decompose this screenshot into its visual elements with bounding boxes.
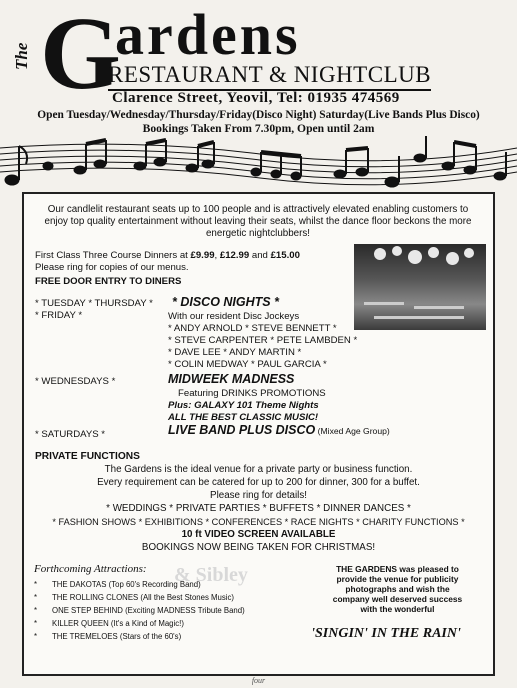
dj-line-4: * COLIN MEDWAY * PAUL GARCIA * (168, 359, 327, 370)
live-band-title: LIVE BAND PLUS DISCO (168, 423, 316, 437)
private-line-5: * FASHION SHOWS * EXHIBITIONS * CONFERENCES * RACE NIGHTS * CHARITY FUNCTIONS * (52, 517, 465, 527)
masthead-address: Clarence Street, Yeovil, Tel: 01935 474569 (112, 90, 400, 106)
attraction-item: * KILLER QUEEN (It's a Kind of Magic!) (34, 619, 184, 628)
private-line-3: Please ring for details! (210, 490, 307, 501)
dinner-prices: First Class Three Course Dinners at £9.99, £12.99 and £15.00 (35, 250, 300, 261)
show-title: 'SINGIN' IN THE RAIN' (311, 626, 461, 641)
dj-line-2: * STEVE CARPENTER * PETE LAMBDEN * (168, 335, 358, 346)
publicity-note: THE GARDENS was pleased to provide the venue for publicity photographs and wish the company well deserved success with the wonderful (332, 564, 463, 614)
attractions-title: Forthcoming Attractions: (34, 563, 147, 575)
private-functions-title: PRIVATE FUNCTIONS (35, 451, 140, 462)
private-line-2: Every requirement can be catered for up to 200 for dinner, 300 for a buffet. (97, 477, 420, 488)
attraction-item: * THE TREMELOES (Stars of the 60's) (34, 632, 182, 641)
midweek-classic: ALL THE BEST CLASSIC MUSIC! (168, 412, 319, 423)
live-band-subtitle: (Mixed Age Group) (315, 426, 390, 436)
christmas-bookings: BOOKINGS NOW BEING TAKEN FOR CHRISTMAS! (141, 542, 376, 553)
day-friday: * FRIDAY * (35, 310, 83, 321)
club-interior-photo (354, 244, 486, 330)
midweek-drinks: Featuring DRINKS PROMOTIONS (178, 388, 326, 399)
masthead-subtitle: RESTAURANT & NIGHTCLUB (108, 62, 431, 91)
ghost-watermark-text: & Sibley (174, 564, 248, 586)
content-box (22, 192, 495, 676)
midweek-title: MIDWEEK MADNESS (168, 372, 295, 386)
private-line-1: The Gardens is the ideal venue for a private party or business function. (104, 464, 413, 475)
attraction-item: * THE ROLLING CLONES (All the Best Stones Music) (34, 593, 234, 602)
disco-nights-title: * DISCO NIGHTS * (172, 295, 279, 309)
day-saturdays: * SATURDAYS * (35, 429, 106, 440)
booking-hours: Bookings Taken From 7.30pm, Open until 2am (142, 122, 375, 135)
intro-paragraph: Our candlelit restaurant seats up to 100 people and is attractively elevated enabling customers to enjoy top quality entertainment without leaving their seats, whilst the dance floor beckons the more energetic nightclubbers! (44, 204, 472, 239)
attraction-item: * THE DAKOTAS (Top 60's Recording Band) (34, 580, 201, 589)
dj-line-3: * DAVE LEE * ANDY MARTIN * (168, 347, 302, 358)
midweek-galaxy: Plus: GALAXY 101 Theme Nights (168, 400, 319, 411)
day-tue-thu: * TUESDAY * THURSDAY * (35, 298, 153, 309)
page-number: four (251, 676, 266, 685)
opening-days: Open Tuesday/Wednesday/Thursday/Friday(Disco Night) Saturday(Live Bands Plus Disco) (37, 109, 480, 121)
live-band-line (168, 425, 390, 438)
private-line-4: * WEDDINGS * PRIVATE PARTIES * BUFFETS * DINNER DANCES * (106, 503, 411, 514)
menu-note: Please ring for copies of our menus. (35, 262, 189, 273)
free-entry: FREE DOOR ENTRY TO DINERS (35, 276, 182, 287)
masthead-ardens: ardens (115, 2, 301, 67)
video-screen: 10 ft VIDEO SCREEN AVAILABLE (181, 529, 336, 540)
music-staff-decoration (0, 136, 517, 198)
masthead-big-g: G (40, 0, 121, 111)
day-wednesdays: * WEDNESDAYS * (35, 376, 116, 387)
dj-line-1: * ANDY ARNOLD * STEVE BENNETT * (168, 323, 337, 334)
disco-subtitle: With our resident Disc Jockeys (168, 311, 300, 322)
attraction-item: * ONE STEP BEHIND (Exciting MADNESS Tribute Band) (34, 606, 245, 615)
masthead-the: The (12, 42, 31, 70)
